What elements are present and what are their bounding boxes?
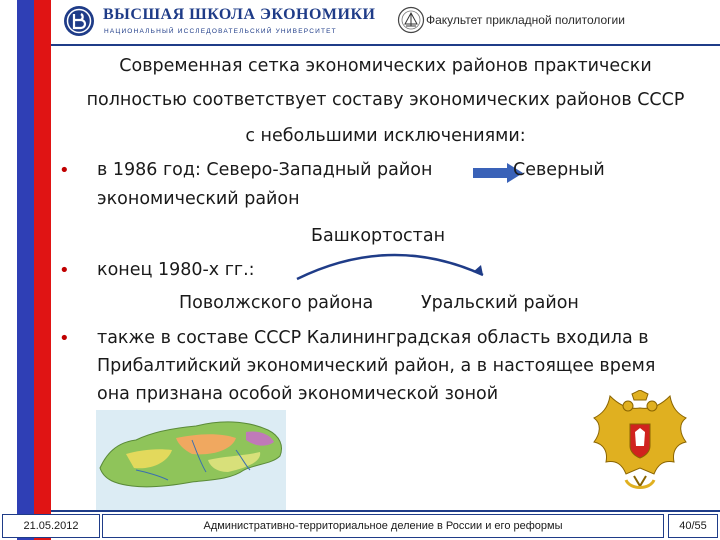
- flag-red-stripe: [34, 0, 51, 540]
- bullet2-region: Башкортостан: [311, 226, 446, 246]
- bullet1-continuation: экономический район: [97, 189, 300, 209]
- footer-title: Административно-территориальное деление в России и его реформы: [102, 514, 664, 538]
- bullet-marker-1: •: [59, 160, 70, 181]
- curved-arrow-icon: [291, 245, 491, 285]
- university-name: ВЫСШАЯ ШКОЛА ЭКОНОМИКИ: [103, 6, 376, 23]
- university-logo: [59, 2, 376, 40]
- bullet2-label: конец 1980-х гг.:: [97, 260, 255, 280]
- bullet2-from: Поволжского района: [179, 293, 374, 313]
- slide-header: [51, 0, 720, 44]
- flag-white-stripe: [0, 0, 18, 540]
- header-divider: [51, 44, 720, 46]
- coat-of-arms-icon: [590, 390, 690, 498]
- slide-footer: [0, 510, 720, 540]
- page-number: 40/55: [668, 514, 718, 538]
- heading-line-1: Современная сетка экономических районов практически: [119, 56, 652, 76]
- heading-line-2: полностью соответствует составу экономических районов СССР: [86, 90, 685, 110]
- russia-map-image: [96, 410, 286, 510]
- flag-blue-stripe: [17, 0, 34, 540]
- bullet-marker-3: •: [59, 328, 70, 349]
- bullet2-to: Уральский район: [421, 293, 579, 313]
- bullet1-target: Северный: [513, 160, 605, 180]
- faculty-emblem-icon: [397, 6, 425, 34]
- faculty-title: Факультет прикладной политологии: [426, 13, 625, 27]
- footer-divider: [51, 510, 720, 512]
- russian-flag-stripe: [0, 0, 51, 540]
- heading-line-3: с небольшими исключениями:: [245, 126, 526, 146]
- bullet-marker-2: •: [59, 260, 70, 281]
- hse-logo-icon: [63, 5, 95, 37]
- bullet3-line-2: Прибалтийский экономический район, а в настоящее время: [97, 356, 656, 376]
- bullet3-line-3: она признана особой экономической зоной: [97, 384, 499, 404]
- university-subtitle: НАЦИОНАЛЬНЫЙ ИССЛЕДОВАТЕЛЬСКИЙ УНИВЕРСИТЕТ: [104, 28, 337, 35]
- footer-date: 21.05.2012: [2, 514, 100, 538]
- bullet3-line-1: также в составе СССР Калининградская область входила в: [97, 328, 649, 348]
- bullet1-text: в 1986 год: Северо-Западный район: [97, 160, 433, 180]
